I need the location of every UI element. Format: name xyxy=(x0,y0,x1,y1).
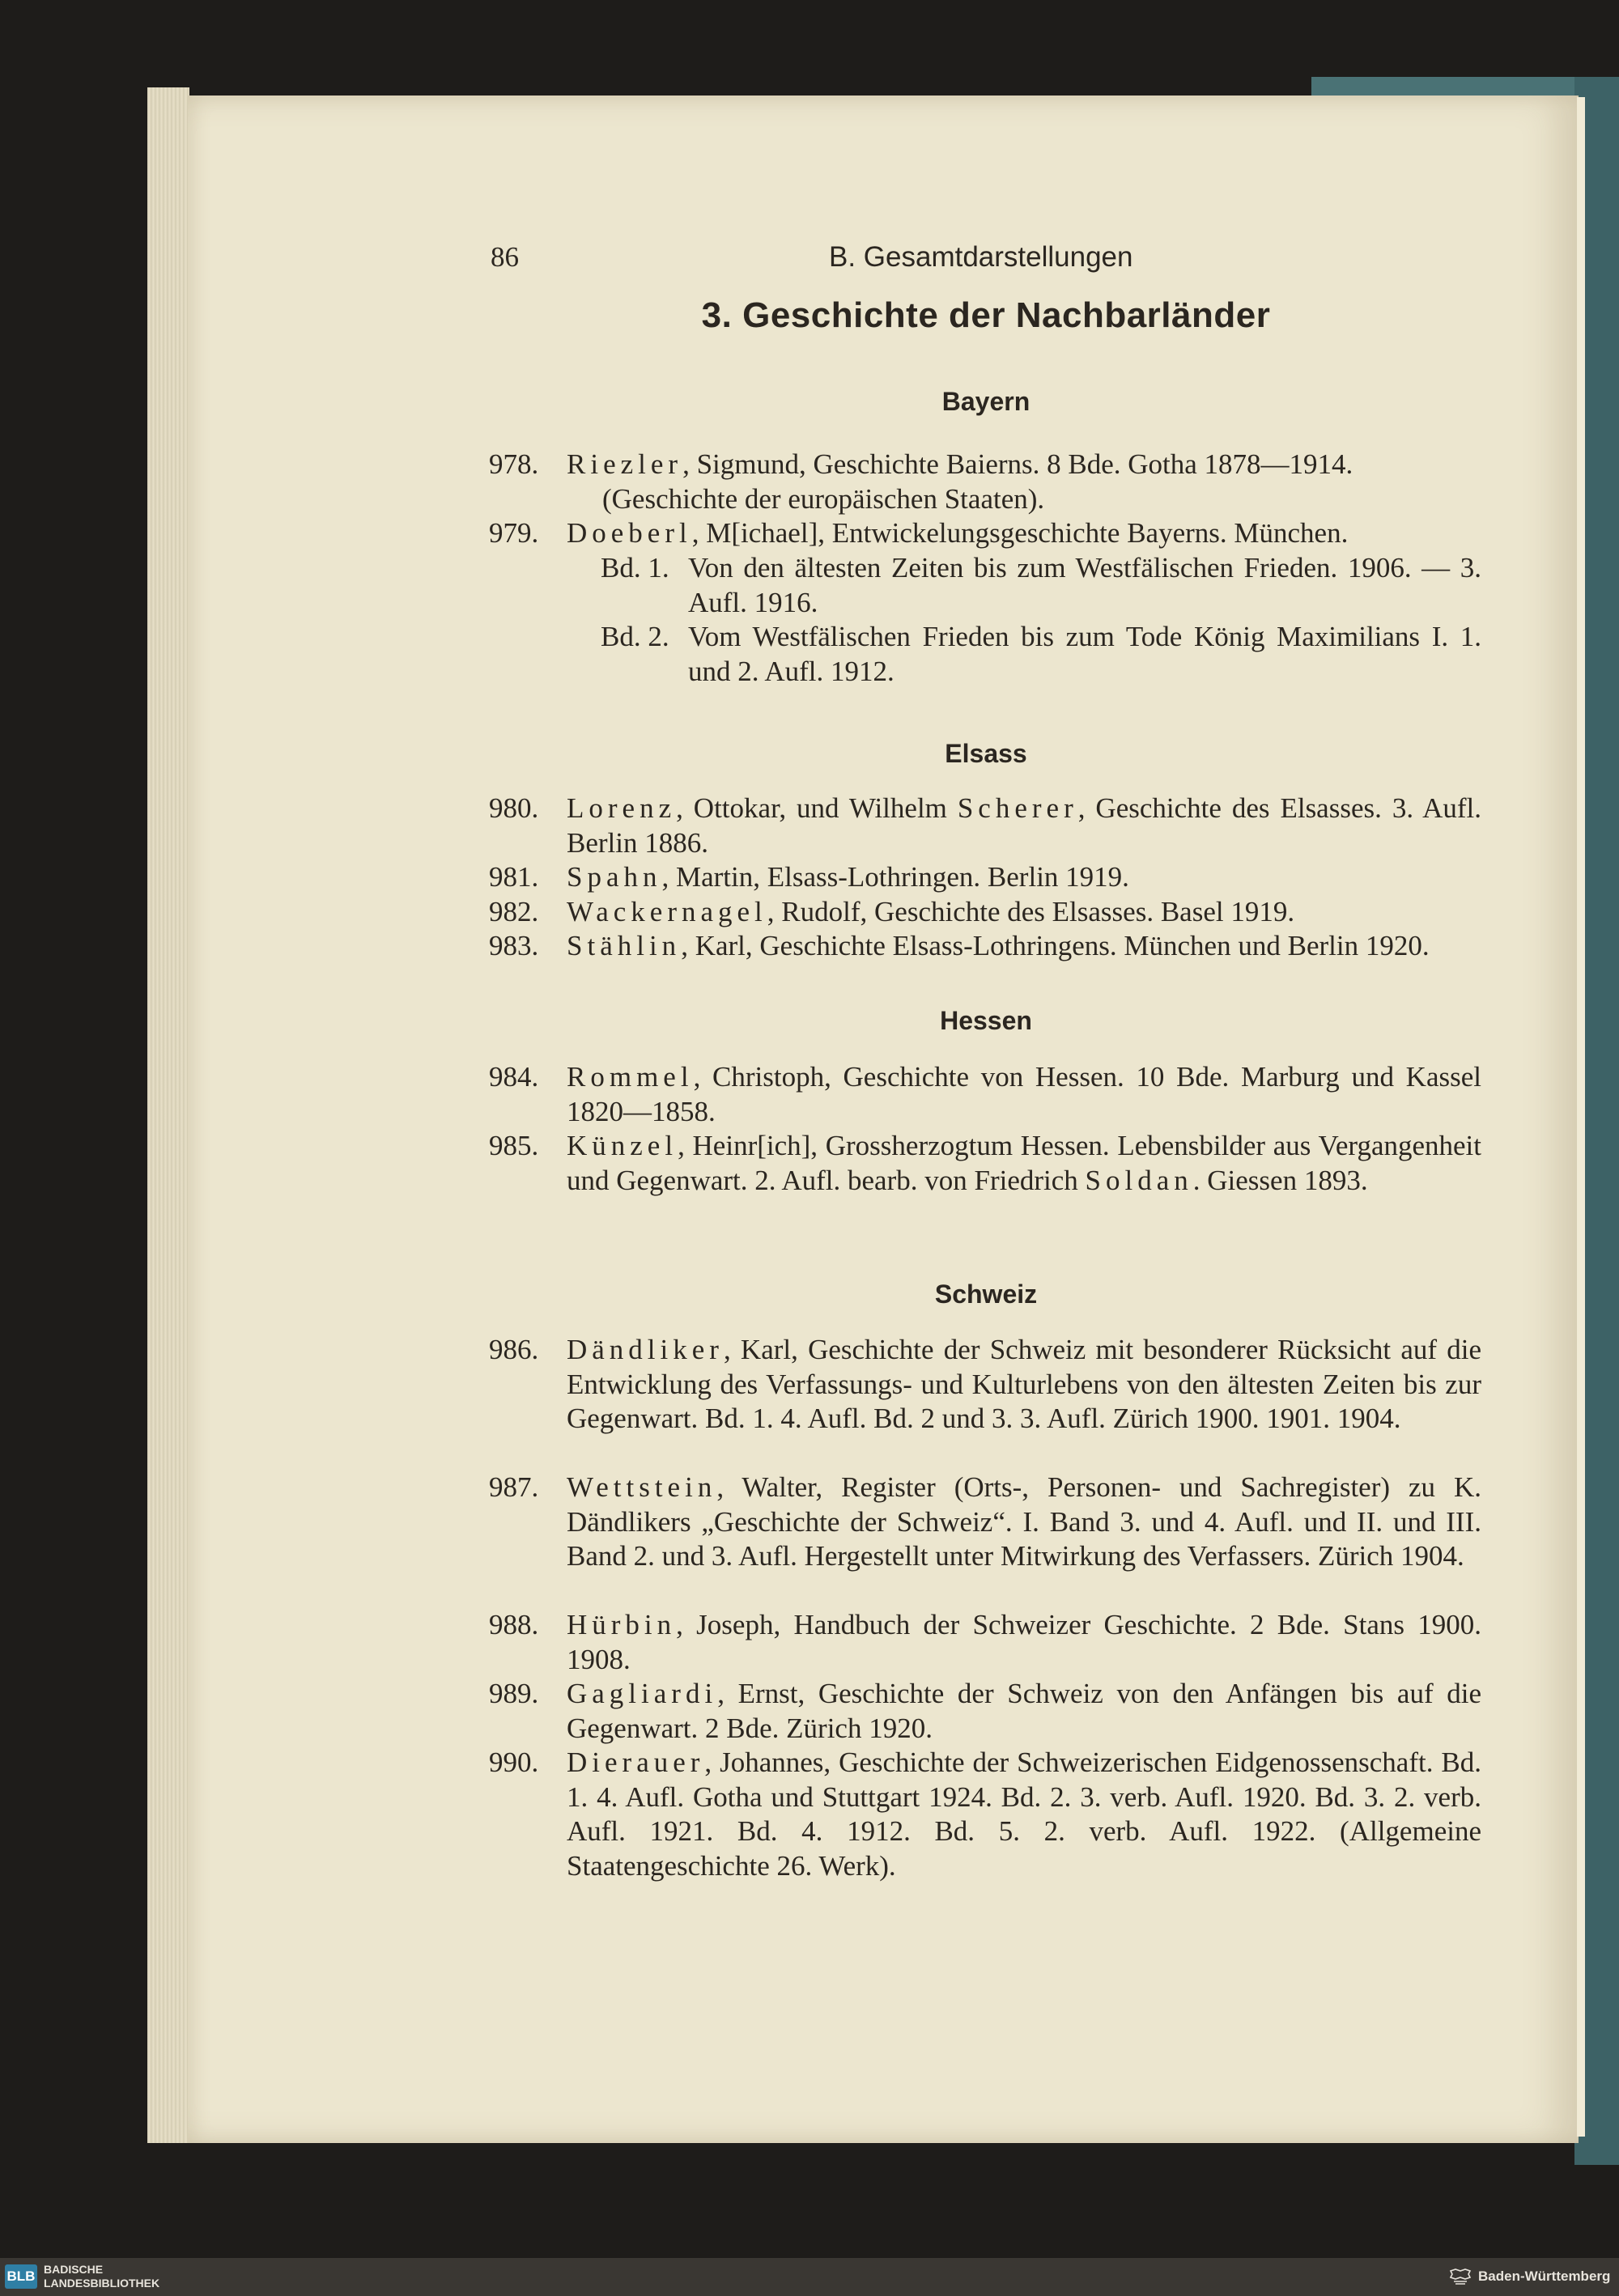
entry-text: , Rudolf, Geschichte des Elsasses. Basel 1919. xyxy=(767,896,1295,927)
entry-continuation: (Geschichte der europäischen Staaten). xyxy=(602,482,1045,515)
entry-author: Stählin xyxy=(567,930,682,961)
library-logo[interactable]: BLB xyxy=(5,2264,37,2289)
entry-text: , Karl, Geschichte Elsass-Lothringens. München und Berlin 1920. xyxy=(681,930,1430,961)
entry-body xyxy=(567,448,1481,516)
entry-author: Wettstein xyxy=(567,1471,717,1503)
entry-body xyxy=(567,1608,1481,1677)
bib-entry-984 xyxy=(489,1060,1481,1129)
entry-body xyxy=(567,1060,1481,1129)
entry-body xyxy=(567,792,1481,860)
bib-subentry-979-bd2 xyxy=(601,620,1481,689)
bib-entry-979 xyxy=(489,516,1481,551)
entry-author: Doeberl xyxy=(567,517,692,549)
section-heading-hessen: Hessen xyxy=(940,1006,1032,1035)
entry-author: Lorenz xyxy=(567,792,677,824)
entry-text: , M[ichael], Entwickelungsgeschichte Bayerns. München. xyxy=(691,517,1349,549)
entry-author: Spahn xyxy=(567,861,662,893)
entry-number: 987. xyxy=(489,1471,539,1503)
bib-entry-990 xyxy=(489,1746,1481,1883)
entry-text: , Ernst, Geschichte der Schweiz von den Anfängen bis auf die Gegenwart. 2 Bde. Zürich 1920. xyxy=(567,1678,1481,1744)
entry-author: Gagliardi xyxy=(567,1678,718,1709)
entry-text-2: , Geschichte des Elsasses. 3. Aufl. Berlin 1886. xyxy=(567,792,1481,859)
entry-body xyxy=(567,1677,1481,1746)
volume-label: Bd. 2. xyxy=(601,621,669,652)
library-name-line2: LANDESBIBLIOTHEK xyxy=(44,2277,160,2290)
entry-author: Wackernagel xyxy=(567,896,767,927)
entry-text-2: . Giessen 1893. xyxy=(1192,1164,1368,1196)
page-stack-edge xyxy=(147,87,189,2143)
entry-number: 986. xyxy=(489,1334,539,1365)
bib-entry-983 xyxy=(489,929,1481,964)
entry-number: 990. xyxy=(489,1746,539,1778)
entry-author: Künzel xyxy=(567,1130,678,1161)
entry-author: Riezler xyxy=(567,448,683,480)
entry-text: , Johannes, Geschichte der Schweizerischen Eidgenossenschaft. Bd. 1. 4. Aufl. Gotha und Stuttgart 1924. Bd. 2. 3. verb. Aufl. 1920. Bd. 3. 2. verb. Aufl. 1921. Bd. 4. 1912. Bd. 5. 2. verb. Aufl. 1922. (Allgemeine Staatengeschichte 26. Werk). xyxy=(567,1746,1481,1882)
running-title: B. Gesamtdarstellungen xyxy=(829,241,1133,273)
page-right-edge xyxy=(1577,97,1585,2137)
entry-author: Dierauer xyxy=(567,1746,705,1778)
bib-entry-986 xyxy=(489,1333,1481,1437)
entry-number: 983. xyxy=(489,930,539,961)
bib-entry-982 xyxy=(489,895,1481,930)
volume-text: Vom Westfälischen Frieden bis zum Tode König Maximilians I. 1. und 2. Aufl. 1912. xyxy=(688,621,1481,687)
viewer-footer-bar xyxy=(0,2258,1619,2296)
chapter-title: 3. Geschichte der Nachbarländer xyxy=(701,295,1271,335)
bib-entry-978 xyxy=(489,448,1481,516)
entry-text: , Sigmund, Geschichte Baierns. 8 Bde. Gotha 1878—1914. xyxy=(682,448,1353,480)
state-name[interactable]: Baden-Württemberg xyxy=(1478,2268,1611,2284)
entry-body xyxy=(567,1333,1481,1437)
entry-number: 979. xyxy=(489,517,539,549)
entry-number: 989. xyxy=(489,1678,539,1709)
entry-number: 984. xyxy=(489,1061,539,1093)
entry-body xyxy=(567,860,1481,895)
entry-text: , Martin, Elsass-Lothringen. Berlin 1919. xyxy=(661,861,1129,893)
entry-body xyxy=(567,1129,1481,1198)
bib-entry-985 xyxy=(489,1129,1481,1198)
entry-text: , Heinr[ich], Grossherzogtum Hessen. Lebensbilder aus Vergangenheit und Gegenwart. 2. Aufl. bearb. von Friedrich xyxy=(567,1130,1481,1196)
entry-number: 982. xyxy=(489,896,539,927)
volume-label: Bd. 1. xyxy=(601,552,669,584)
section-heading-elsass: Elsass xyxy=(945,739,1027,768)
bib-entry-987 xyxy=(489,1471,1481,1574)
entry-text: , Joseph, Handbuch der Schweizer Geschichte. 2 Bde. Stans 1900. 1908. xyxy=(567,1609,1481,1675)
page-number: 86 xyxy=(491,241,519,273)
bib-entry-980 xyxy=(489,792,1481,860)
entry-body xyxy=(567,1746,1481,1883)
bib-entry-989 xyxy=(489,1677,1481,1746)
section-heading-bayern: Bayern xyxy=(941,387,1030,416)
volume-text: Von den ältesten Zeiten bis zum Westfälischen Frieden. 1906. — 3. Aufl. 1916. xyxy=(688,552,1481,618)
library-name xyxy=(44,2263,159,2290)
entry-number: 978. xyxy=(489,448,539,480)
entry-number: 985. xyxy=(489,1130,539,1161)
entry-author: Dändliker xyxy=(567,1334,724,1365)
entry-text: , Karl, Geschichte der Schweiz mit besonderer Rücksicht auf die Entwicklung des Verfassungs- und Kulturlebens von den ältesten Zeiten bis zur Gegenwart. Bd. 1. 4. Aufl. Bd. 2 und 3. 3. Aufl. Zürich 1900. 1901. 1904. xyxy=(567,1334,1481,1434)
entry-body xyxy=(567,516,1481,551)
entry-text: , Christoph, Geschichte von Hessen. 10 Bde. Marburg und Kassel 1820—1858. xyxy=(567,1061,1481,1127)
entry-number: 981. xyxy=(489,861,539,893)
entry-text: , Ottokar, und Wilhelm xyxy=(676,792,958,824)
entry-number: 988. xyxy=(489,1609,539,1640)
entry-body xyxy=(567,1471,1481,1574)
entry-coauthor: Scherer xyxy=(957,792,1078,824)
entry-author: Rommel xyxy=(567,1061,694,1093)
entry-text: , Walter, Register (Orts-, Personen- und Sachregister) zu K. Dändlikers „Geschichte der Schweiz“. I. Band 3. und 4. Aufl. und II. und III. Band 2. und 3. Aufl. Hergestellt unter Mitwirkung des Verfassers. Zürich 1904. xyxy=(567,1471,1481,1572)
bib-subentry-979-bd1 xyxy=(601,551,1481,620)
bib-entry-981 xyxy=(489,860,1481,895)
coat-of-arms-icon xyxy=(1449,2268,1473,2285)
library-name-line1: BADISCHE xyxy=(44,2263,104,2276)
entry-number: 980. xyxy=(489,792,539,824)
entry-body xyxy=(567,895,1481,930)
entry-editor: Soldan xyxy=(1085,1164,1193,1196)
section-heading-schweiz: Schweiz xyxy=(934,1280,1038,1309)
entry-author: Hürbin xyxy=(567,1609,677,1640)
bib-entry-988 xyxy=(489,1608,1481,1677)
running-header xyxy=(491,241,1481,278)
entry-body xyxy=(567,929,1481,964)
